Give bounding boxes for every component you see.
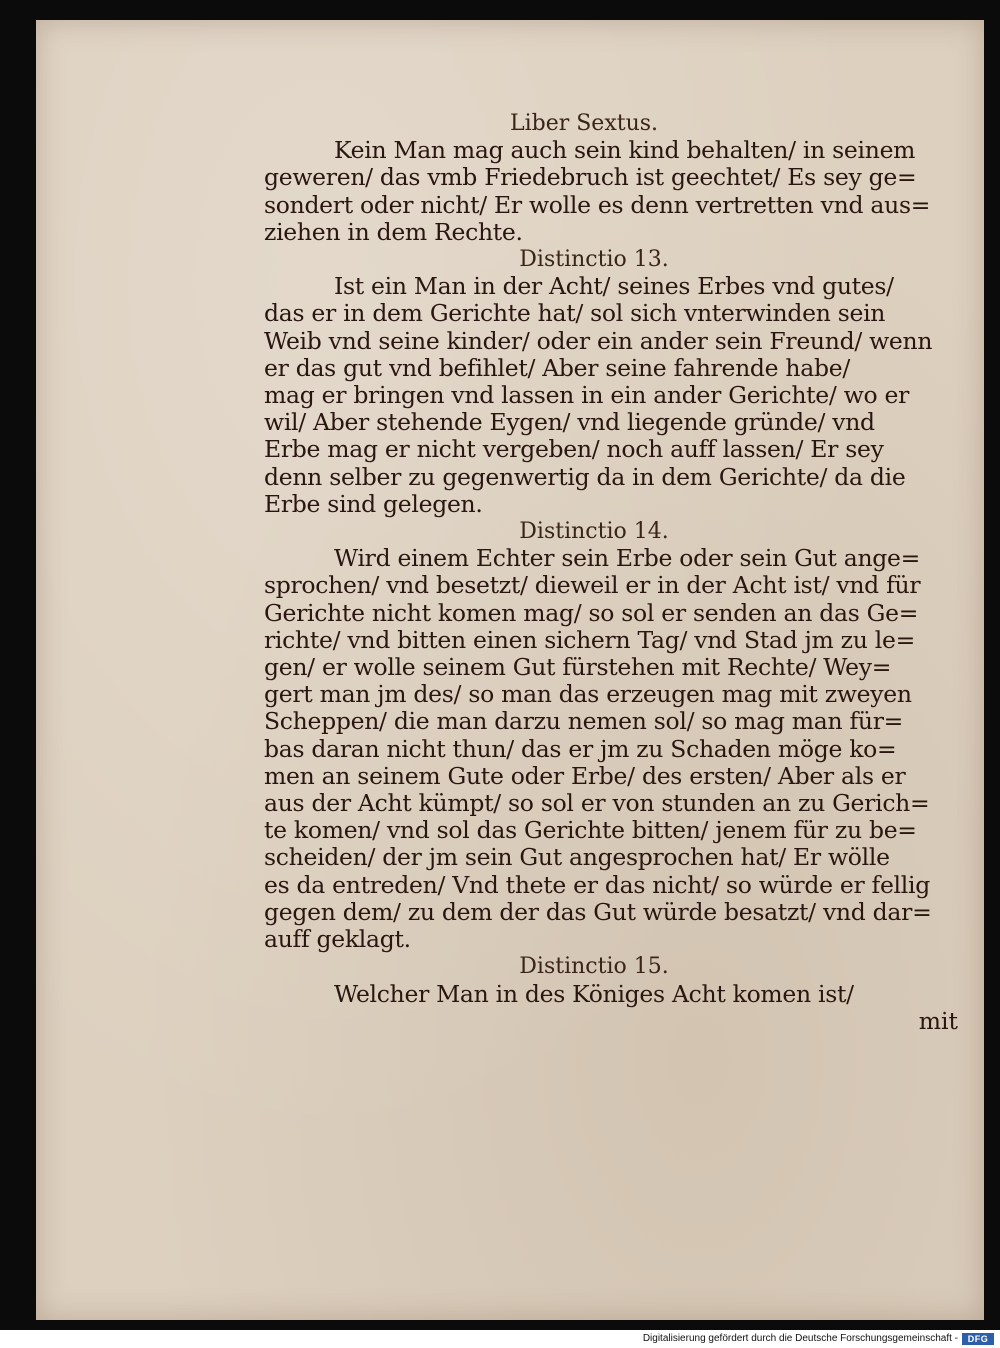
text-line: Ist ein Man in der Acht/ seines Erbes vnd gutes/ bbox=[334, 272, 894, 301]
catchword: mit bbox=[918, 1006, 958, 1035]
running-head: Liber Sextus. bbox=[509, 111, 659, 136]
text-line: gen/ er wolle seinem Gut fürstehen mit Rechte/ Wey= bbox=[264, 653, 892, 682]
text-line: denn selber zu gegenwertig da in dem Gerichte/ da die bbox=[264, 462, 906, 491]
text-line: gegen dem/ zu dem der das Gut würde besatzt/ vnd dar= bbox=[264, 897, 932, 926]
section-heading-15: Distinctio 15. bbox=[519, 954, 669, 980]
section-heading-13: Distinctio 13. bbox=[519, 247, 669, 273]
text-line: Welcher Man in des Königes Acht komen ist/ bbox=[334, 979, 854, 1008]
text-line: Erbe mag er nicht vergeben/ noch auff lassen/ Er sey bbox=[264, 435, 884, 464]
funding-notice: Digitalisierung gefördert durch die Deutsche Forschungsgemeinschaft - bbox=[642, 1333, 958, 1344]
text-line: scheiden/ der jm sein Gut angesprochen hat/ Er wölle bbox=[264, 843, 890, 872]
paragraph-3 bbox=[264, 545, 964, 953]
text-line: Weib vnd seine kinder/ oder ein ander sein Freund/ wenn bbox=[264, 326, 933, 355]
text-line: Erbe sind gelegen. bbox=[264, 489, 483, 518]
text-line: Wird einem Echter sein Erbe oder sein Gut ange= bbox=[334, 544, 921, 573]
text-line: es da entreden/ Vnd thete er das nicht/ so würde er fellig bbox=[264, 870, 930, 899]
text-line: Scheppen/ die man darzu nemen sol/ so mag man für= bbox=[264, 707, 904, 736]
text-line: sprochen/ vnd besetzt/ dieweil er in der Acht ist/ vnd für bbox=[264, 571, 921, 600]
text-line: ziehen in dem Rechte. bbox=[264, 217, 523, 246]
page-text bbox=[264, 110, 964, 1035]
section-heading-14: Distinctio 14. bbox=[519, 519, 669, 545]
text-line: men an seinem Gute oder Erbe/ des ersten/ Aber als er bbox=[264, 761, 906, 790]
text-line: gert man jm des/ so man das erzeugen mag mit zweyen bbox=[264, 680, 912, 709]
text-line: geweren/ das vmb Friedebruch ist geechtet/ Es sey ge= bbox=[264, 163, 917, 192]
text-line: er das gut vnd befihlet/ Aber seine fahrende habe/ bbox=[264, 353, 850, 382]
text-line: Gerichte nicht komen mag/ so sol er senden an das Ge= bbox=[264, 598, 919, 627]
text-line: auff geklagt. bbox=[264, 925, 411, 954]
text-line: mag er bringen vnd lassen in ein ander Gerichte/ wo er bbox=[264, 381, 910, 410]
footer-bar bbox=[0, 1330, 1000, 1348]
text-line: te komen/ vnd sol das Gerichte bitten/ jenem für zu be= bbox=[264, 816, 917, 845]
text-line: aus der Acht kümpt/ so sol er von stunden an zu Gerich= bbox=[264, 789, 930, 818]
text-line: das er in dem Gerichte hat/ sol sich vnterwinden sein bbox=[264, 299, 886, 328]
text-line: richte/ vnd bitten einen sichern Tag/ vnd Stad jm zu le= bbox=[264, 625, 915, 654]
paragraph-4 bbox=[264, 981, 964, 1008]
text-line: wil/ Aber stehende Eygen/ vnd liegende gründe/ vnd bbox=[264, 408, 875, 437]
paragraph-1 bbox=[264, 137, 964, 246]
book-page bbox=[36, 20, 984, 1320]
dfg-logo: DFG bbox=[962, 1333, 994, 1345]
text-line: sondert oder nicht/ Er wolle es denn vertretten vnd aus= bbox=[264, 190, 931, 219]
paragraph-2 bbox=[264, 273, 964, 518]
text-line: bas daran nicht thun/ das er jm zu Schaden möge ko= bbox=[264, 734, 897, 763]
text-line: Kein Man mag auch sein kind behalten/ in seinem bbox=[334, 136, 916, 165]
